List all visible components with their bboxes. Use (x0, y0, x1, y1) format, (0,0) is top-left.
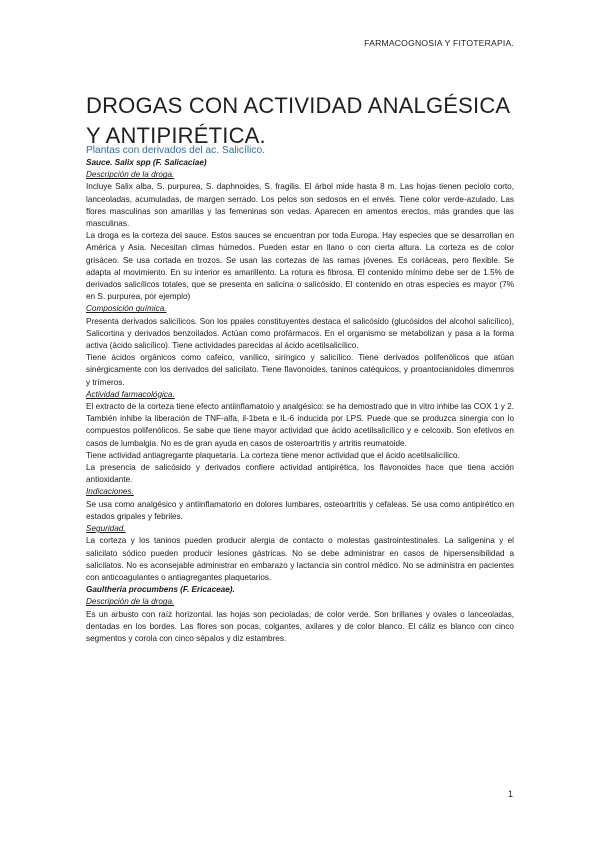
page-number: 1 (507, 789, 513, 799)
subheading-seguridad: Seguridad. (86, 524, 126, 534)
paragraph: La droga es la corteza del sauce. Estos sauces se encuentran por toda Europa. Hay especies que se desarrollan en América y Asia. Necesitan climas húmedos. Pueden estar en llano o con cierta altura. La corteza es de color grisáceo. Se usa cortada en trozos. Se usan las cortezas de las ramas jóvenes. Es coriáceas, pero flexible. Se adapta al movimiento. En su interior es amarillento. La rotura es fibrosa. El contenido mínimo debe ser de 1.5% de derivados salicílicos totales, que se presenta en salicina o salicósido. El contenido en otras especies es mayor (7% en S. purpurea, por ejemplo) (86, 231, 514, 302)
section-subtitle: Plantas con derivados del ac. Salicílico. (86, 145, 265, 156)
paragraph: La presencia de salicósido y derivados confiere actividad antipirética, los flavonoides hace que tiena acción antioxidante. (86, 463, 514, 485)
running-header: FARMACOGNOSIA Y FITOTERAPIA. (364, 38, 514, 48)
paragraph: La corteza y los taninos pueden producir alergia de contacto o molestas gastrointestinales. La saligenina y el salicilato sódico pueden producir lesiones gástricas. No se debe administrar en casos de hipersensibilidad a salicilatos. No es aconsejable administrar en embarazo y lactancia sin control médico. No se administra en pacientes con anticoagulantes o antiagregantes plaquetarios. (86, 536, 514, 582)
subheading-descripcion-2: Descripción de la droga. (86, 597, 175, 607)
paragraph: Es un arbusto con raíz horizontal. las hojas son pecioladas, de color verde. Son brillanes y ovales o lanceoladas, dentadas en los bordes. Las flores son pocas, colgantes, axilares y de color blanco. El cáliz es blanco con cinco segmentos y corola con cinco sépalos y diz estambres. (86, 609, 514, 643)
subheading-composicion: Composición química. (86, 304, 167, 314)
paragraph: Incluye Salix alba, S. purpurea, S. daphnoides, S. fragilis. El árbol mide hasta 8 m. Las hojas tienen peciolo corto, lanceoladas, acumuladas, de margen serrado. Los pelos son sedosos en el envés. Tiene color verde-azulado. Las flores masculinas son amarillas y las femeninas son vedas. Aparecen en amentos erectos, más grandes que las masculinas. (86, 182, 514, 229)
document-body (86, 144, 514, 645)
paragraph: Tiene ácidos orgánicos como cafeico, vanílico, siríngico y salicílico. Tiene derivados polifenólicos que atúan sinérgicamente con los derivados del salicilato. Tiene flavonoides, taninos catéquicos, y proantocianidoles dímemros y trímeros. (86, 353, 514, 387)
paragraph: El extracto de la corteza tiene efecto antiinflamatoio y analgésico: se ha demostrado que in vitro inhibe las COX 1 y 2. También inhibe la liberación de TNF-alfa, il-1beta e IL-6 inducida por LPS. Puede que se produzca sinergia con lo compuestos polifenólicos. Se sabe que tiene mayor actividad que ácido acetilsalicílico y e celcoxib. Son efetivos en casos de lumbalgia. No es de gran ayuda en casos de osteroartritis y artritis reumatoide. (86, 402, 514, 448)
subheading-actividad: Actividad farmacológica. (86, 389, 175, 399)
subheading-descripcion: Descripción de la droga. (86, 170, 175, 180)
plant-heading-sauce: Sauce. Salix spp (F. Salicaciae) (86, 158, 207, 167)
subheading-indicaciones: Indicaciones. (86, 487, 134, 497)
paragraph: Presenta derivados salicílicos. Son los ppales constituyentes destaca el salicósido (glucósidos del alcohol salicílico), Salicortina y derivados benzoilados. Actúan como profármacos. En el organismo se metabolizan y pasa a la forma activa (ácido salicílico). Tiene actividades parecidas al ácido acetilsalicílico. (86, 316, 514, 351)
plant-heading-gaultheria: Gaultheria procumbens (F. Ericaceae). (86, 585, 235, 595)
document-title: DROGAS CON ACTIVIDAD ANALGÉSICA Y ANTIPIRÉTICA. (86, 92, 510, 148)
paragraph: Tiene actividad antiagregante plaquetaria. La corteza tiene menor actividad que el ácido acetilsalicílico. (86, 450, 460, 460)
paragraph: Se usa como analgésico y antiinflamatorio en dolores lumbares, osteoartritis y cefaleas. Se usa como antipirético en estados gripales y febriles. (86, 499, 514, 521)
